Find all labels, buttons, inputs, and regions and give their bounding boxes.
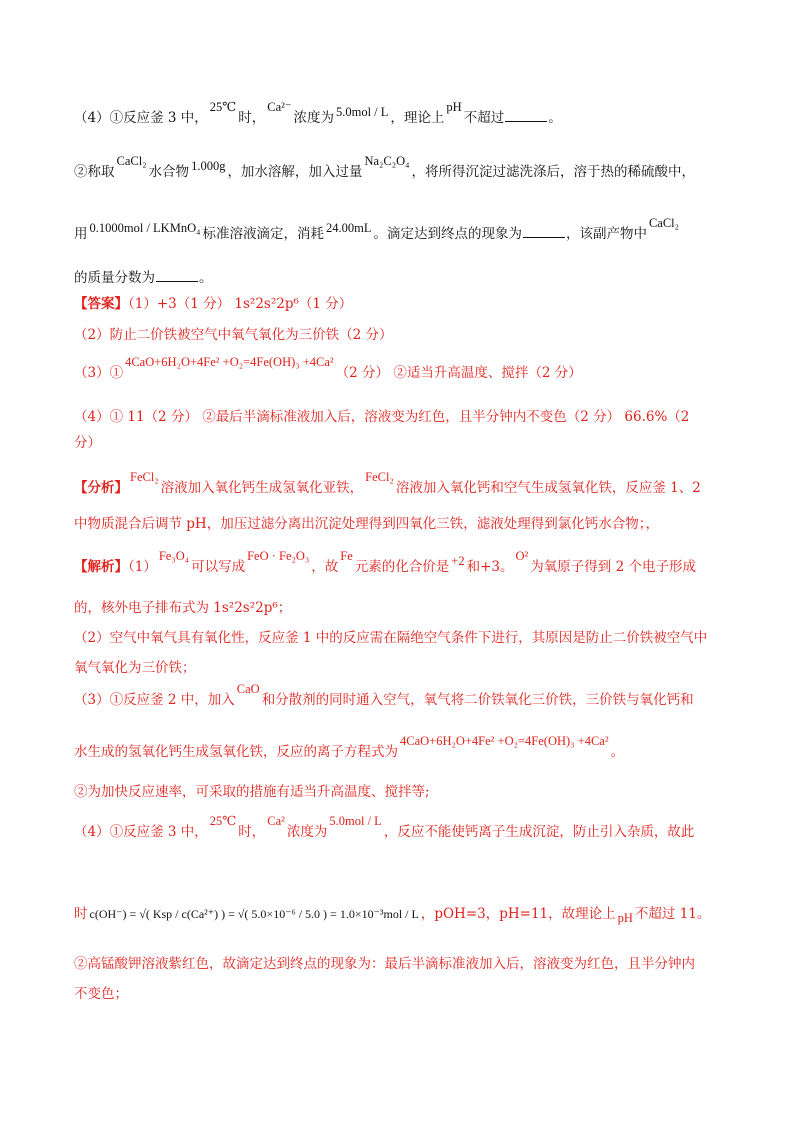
- text: ②为加快反应速率，可采取的措施有适当升高温度、搅拌等;: [74, 784, 430, 800]
- solution-line-4: [74, 658, 196, 678]
- formula-volume: 24.00mL: [325, 221, 372, 235]
- answer-line-3: [74, 355, 582, 383]
- text: 氧气氧化为三价铁；: [74, 660, 196, 676]
- formula-fe: Fe: [340, 549, 353, 563]
- analysis-tag: 【分析】: [74, 480, 128, 496]
- analysis-line-2: [74, 514, 659, 534]
- text: 水生成的氢氧化钙生成氢氧化铁，反应的离子方程式为: [74, 744, 398, 760]
- text: 不超过 11。: [634, 906, 711, 922]
- answer-line-1: [74, 294, 352, 314]
- solution-line-5: [74, 682, 694, 710]
- text: （4）①反应釜 3 中，: [74, 110, 208, 126]
- text: ，将所得沉淀过滤洗涤后，溶于热的稀硫酸中，: [411, 164, 695, 180]
- formula-mass: 1.000g: [191, 159, 226, 173]
- text: 和+3。: [466, 559, 514, 575]
- formula-na2c2o4: Na₂C₂O₄: [364, 154, 410, 168]
- q4-line-2: [74, 154, 695, 182]
- text: 时，: [238, 110, 266, 126]
- formula-fecl2: FeCl₂: [130, 470, 159, 484]
- solution-line-3: [74, 628, 707, 648]
- formula-ca-ion: Ca²⁻: [267, 100, 292, 114]
- solution-line-8: [74, 814, 695, 842]
- answer-blank: [156, 269, 198, 282]
- text: ，理论上: [390, 110, 445, 126]
- formula-concentration: 5.0mol / L: [335, 105, 389, 119]
- text: （2）空气中氧气具有氧化性，反应釜 1 中的反应需在隔绝空气条件下进行，其原因是防止二价铁被空气中: [74, 630, 708, 646]
- text: 为氧原子得到 2 个电子形成: [530, 559, 696, 575]
- solution-line-1: [74, 549, 696, 577]
- solution-line-11: [74, 984, 128, 1004]
- text: 元素的化合价是: [354, 559, 450, 575]
- formula-cacl2: CaCl₂: [116, 154, 147, 168]
- solution-tag: 【解析】: [74, 559, 128, 575]
- text: 和分散剂的同时通入空气，氧气将二价铁氧化三价铁，三价铁与氧化钙和: [261, 692, 694, 708]
- text: 的，核外电子排布式为 1s²2s²2p⁶；: [74, 600, 292, 616]
- text: ，加水溶解，加入过量: [227, 164, 363, 180]
- formula-fe3o4: Fe₃O₄: [158, 549, 190, 563]
- text: 时，: [238, 824, 266, 840]
- text: （1）: [128, 559, 157, 575]
- solution-line-9: [74, 904, 710, 924]
- text: ，反应不能使钙离子生成沉淀，防止引入杂质，故此: [383, 824, 695, 840]
- text: 水合物: [148, 164, 190, 180]
- text: 时: [74, 906, 88, 922]
- formula-ionic-equation: 4CaO+6H₂O+4Fe² +O₂=4Fe(OH)₃ +4Ca²: [125, 355, 334, 369]
- text: 。: [199, 270, 213, 286]
- text: 。: [548, 110, 562, 126]
- answer-line-5: [74, 433, 101, 453]
- text: ，该副产物中: [565, 226, 647, 242]
- text: 的质量分数为: [74, 270, 155, 286]
- text: 用: [74, 226, 88, 242]
- text: （1）+3（1 分） 1s²2s²2p⁶（1 分）: [128, 296, 353, 312]
- analysis-line-1: [74, 470, 701, 498]
- text: ，故: [311, 559, 339, 575]
- text: （3）①反应釜 2 中，加入: [74, 692, 235, 708]
- q4-line-3: [74, 216, 681, 244]
- formula-valence: +2: [451, 554, 465, 568]
- answer-tag: 【答案】: [74, 296, 128, 312]
- solution-line-2: [74, 598, 291, 618]
- text: （4）① 11（2 分） ②最后半滴标准液加入后，溶液变为红色，且半分钟内不变色（2 分） 66.6%（2: [74, 409, 690, 425]
- formula-oh-concentration: c(OH⁻) = √( Ksp / c(Ca²⁺) ) = √( 5.0×10⁻⁶ / 5.0 ) = 1.0×10⁻³mol / L: [89, 907, 419, 921]
- text: 中物质混合后调节 pH，加压过滤分离出沉淀处理得到四氧化三铁，滤液处理得到氯化钙水合物；，: [74, 516, 659, 532]
- solution-line-10: [74, 954, 695, 974]
- formula-temp: 25℃: [209, 100, 237, 114]
- text: 。: [610, 744, 625, 760]
- text: ，pOH=3，pH=11，故理论上: [420, 906, 616, 922]
- text: （4）①反应釜 3 中，: [74, 824, 208, 840]
- formula-fecl2: FeCl₂: [365, 470, 394, 484]
- text: ②高锰酸钾溶液紫红色，故滴定达到终点的现象为：最后半滴标准液加入后，溶液变为红色，且半分钟内: [74, 956, 695, 972]
- text: 浓度为: [286, 824, 328, 840]
- answer-line-4: [74, 407, 689, 427]
- text: 不变色；: [74, 986, 128, 1002]
- text: 浓度为: [293, 110, 334, 126]
- text: 。滴定达到终点的现象为: [373, 226, 522, 242]
- formula-ph: pH: [446, 100, 462, 114]
- formula-cao: CaO: [236, 682, 260, 696]
- text: （3）①: [74, 365, 124, 381]
- q4-line-1: [74, 100, 562, 128]
- answer-blank: [523, 225, 565, 238]
- text: ②称取: [74, 164, 115, 180]
- q4-line-4: [74, 268, 213, 288]
- solution-line-7: [74, 782, 430, 802]
- text: 可以写成: [191, 559, 246, 575]
- formula-concentration: 5.0mol / L: [329, 814, 382, 828]
- text: 溶液加入氧化钙和空气生成氢氧化铁，反应釜 1、2: [395, 480, 701, 496]
- answer-blank: [505, 109, 547, 122]
- text: 溶液加入氧化钙生成氢氧化亚铁，: [160, 480, 364, 496]
- text: 分）: [74, 435, 101, 451]
- text: 标准溶液滴定，消耗: [202, 226, 324, 242]
- answer-line-2: [74, 325, 392, 345]
- formula-kmno4: 0.1000mol / LKMnO₄: [89, 221, 201, 235]
- formula-feo-fe2o3: FeO · Fe₂O₃: [247, 549, 310, 563]
- text: （2 分） ②适当升高温度、搅拌（2 分）: [335, 365, 582, 381]
- formula-temp: 25℃: [209, 814, 237, 828]
- text: 不超过: [463, 110, 505, 126]
- formula-ph: pH: [617, 911, 633, 925]
- formula-ionic-equation: 4CaO+6H₂O+4Fe² +O₂=4Fe(OH)₃ +4Ca²: [400, 734, 609, 748]
- solution-line-6: [74, 734, 625, 762]
- formula-ca-ion: Ca²: [267, 814, 285, 828]
- formula-o2-ion: O²: [515, 549, 529, 563]
- text: （2）防止二价铁被空气中氧气氧化为三价铁（2 分）: [74, 327, 393, 343]
- formula-cacl2: CaCl₂: [648, 216, 680, 230]
